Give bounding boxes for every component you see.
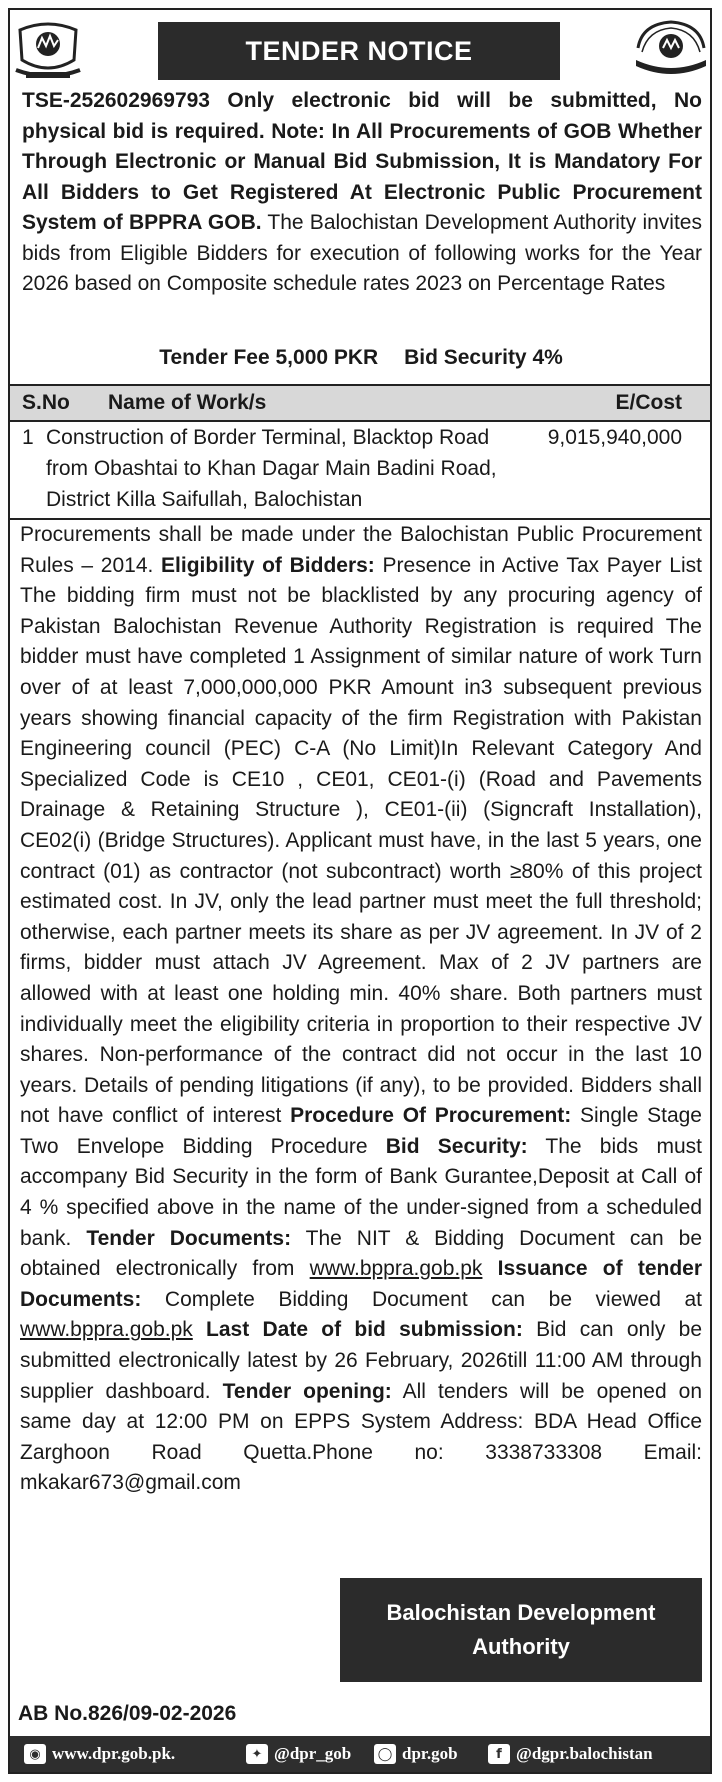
body-text-7: Bid can only be submitted electronically latest by 26 February, 2026till 11:00 AM through supplier dashboard. <box>20 1318 702 1403</box>
bda-seal-icon <box>632 18 710 84</box>
body-text-1: Procurements shall be made under the Balochistan Public Procurement Rules – 2014. <box>20 523 702 577</box>
tender-fee: Tender Fee 5,000 PKR <box>159 346 379 369</box>
intro-plain-text: The Balochistan Development Authority invites bids from Eligible Bidders for execution of following works for the Year 2026 based on Composite schedule rates 2023 on Percentage Rates <box>22 211 702 295</box>
body-text-2: Presence in Active Tax Payer List The bidding firm must not be blacklisted by any procuring agency of Pakistan Balochistan Revenue Authority Registration is required The bidder must have completed 1 Assignment of similar nature of work Turn over of at least 7,000,000,000 PKR Amount in3 subsequent previous years showing financial capacity of the firm Registration with Pakistan Engineering council (PEC) C-A (No Limit)In Relevant Category And Specialized Code is CE10 , CE01, CE01-(i) (Road and Pavements Drainage & Retaining Structure ), CE01-(ii) (Signcraft Installation), CE02(i) (Bridge Structures). Applicant must have, in the last 5 years, one contract (01) as contractor (not subcontract) worth ≥80% of this project estimated cost. In JV, only the lead partner must meet the full threshold; otherwise, each partner meets its share as per JV agreement. In JV of 2 firms, bidder must attach JV Agreement. Max of 2 JV partners are allowed with at least one holding min. 40% share. Both partners must individually meet the eligibility criteria in proportion to their respective JV shares. Non-performance of the contract did not occur in the last 10 years. Details of pending litigations (if any), to be provided. Bidders shall not have conflict of interest <box>20 553 702 1128</box>
bppra-link-1[interactable]: www.bppra.gob.pk <box>309 1257 483 1281</box>
twitter-icon: ✦ <box>246 1744 268 1764</box>
footer-twitter-text: @dpr_gob <box>274 1744 352 1763</box>
body-paragraph <box>20 520 702 1499</box>
body-text-5: The NIT & Bidding Document can be obtained electronically from <box>20 1226 702 1281</box>
authority-line-1: Balochistan Development <box>386 1600 656 1625</box>
footer-bar <box>10 1736 710 1772</box>
table-row <box>10 418 710 520</box>
footer-instagram-text: dpr.gob <box>402 1744 458 1763</box>
footer-facebook-text: @dgpr.balochistan <box>516 1744 653 1763</box>
body-text-6: Complete Bidding Document can be viewed at <box>141 1287 702 1311</box>
column-header-name: Name of Work/s <box>108 391 267 414</box>
ab-number: AB No.826/09-02-2026 <box>18 1702 237 1725</box>
heading-tender-opening: Tender opening: <box>222 1379 392 1403</box>
bppra-link-2[interactable]: www.bppra.gob.pk <box>20 1318 193 1342</box>
body-text-4: The bids must accompany Bid Security in the form of Bank Gurantee,Deposit at Call of 4 % specified above in the name of the under-signed from a scheduled bank. <box>20 1134 702 1250</box>
heading-bid-security: Bid Security: <box>385 1134 528 1158</box>
row-work-name: Construction of Border Terminal, Blacktop Road from Obashtai to Khan Dagar Main Badini Road, District Killa Saifullah, Balochistan <box>46 426 497 511</box>
bid-security: Bid Security 4% <box>404 346 563 369</box>
column-header-cost: E/Cost <box>615 391 682 414</box>
heading-last-date: Last Date of bid submission: <box>192 1318 523 1342</box>
page-title: TENDER NOTICE <box>158 22 560 80</box>
table-header <box>10 384 710 422</box>
footer-instagram[interactable] <box>374 1744 458 1764</box>
body-text-8: All tenders will be opened on same day at 12:00 PM on EPPS System Address: BDA Head Office Zarghoon Road Quetta.Phone no: 3338733308 Email: mkakar673@gmail.com <box>20 1379 703 1495</box>
body-text-3: Single Stage Two Envelope Bidding Procedure <box>20 1104 702 1158</box>
heading-procedure: Procedure Of Procurement: <box>290 1104 572 1128</box>
heading-issuance: Issuance of tender Documents: <box>20 1257 703 1311</box>
balochistan-emblem-icon <box>12 20 84 84</box>
heading-eligibility: Eligibility of Bidders: <box>161 553 375 577</box>
instagram-icon: ◯ <box>374 1744 396 1764</box>
footer-website[interactable] <box>24 1744 175 1764</box>
row-cost: 9,015,940,000 <box>547 426 682 449</box>
authority-line-2: Authority <box>472 1634 570 1659</box>
footer-facebook[interactable] <box>488 1744 653 1764</box>
authority-block <box>340 1578 702 1682</box>
intro-bold-text: TSE-252602969793 Only electronic bid will be submitted, No physical bid is required. Note: In All Procurements of GOB Whether Through Electronic or Manual Bid Submission, It is Mandatory For All Bidders to Get Registered At Electronic Public Procurement System of BPPRA GOB. <box>22 89 702 234</box>
footer-twitter[interactable] <box>246 1744 351 1764</box>
column-header-sno: S.No <box>22 391 70 414</box>
facebook-icon: f <box>488 1744 510 1764</box>
row-sno: 1 <box>22 426 34 449</box>
globe-icon: ◉ <box>24 1744 46 1764</box>
heading-tender-documents: Tender Documents: <box>86 1226 292 1250</box>
footer-website-text: www.dpr.gob.pk. <box>52 1744 176 1763</box>
fee-line <box>0 346 722 370</box>
intro-paragraph <box>22 86 702 300</box>
